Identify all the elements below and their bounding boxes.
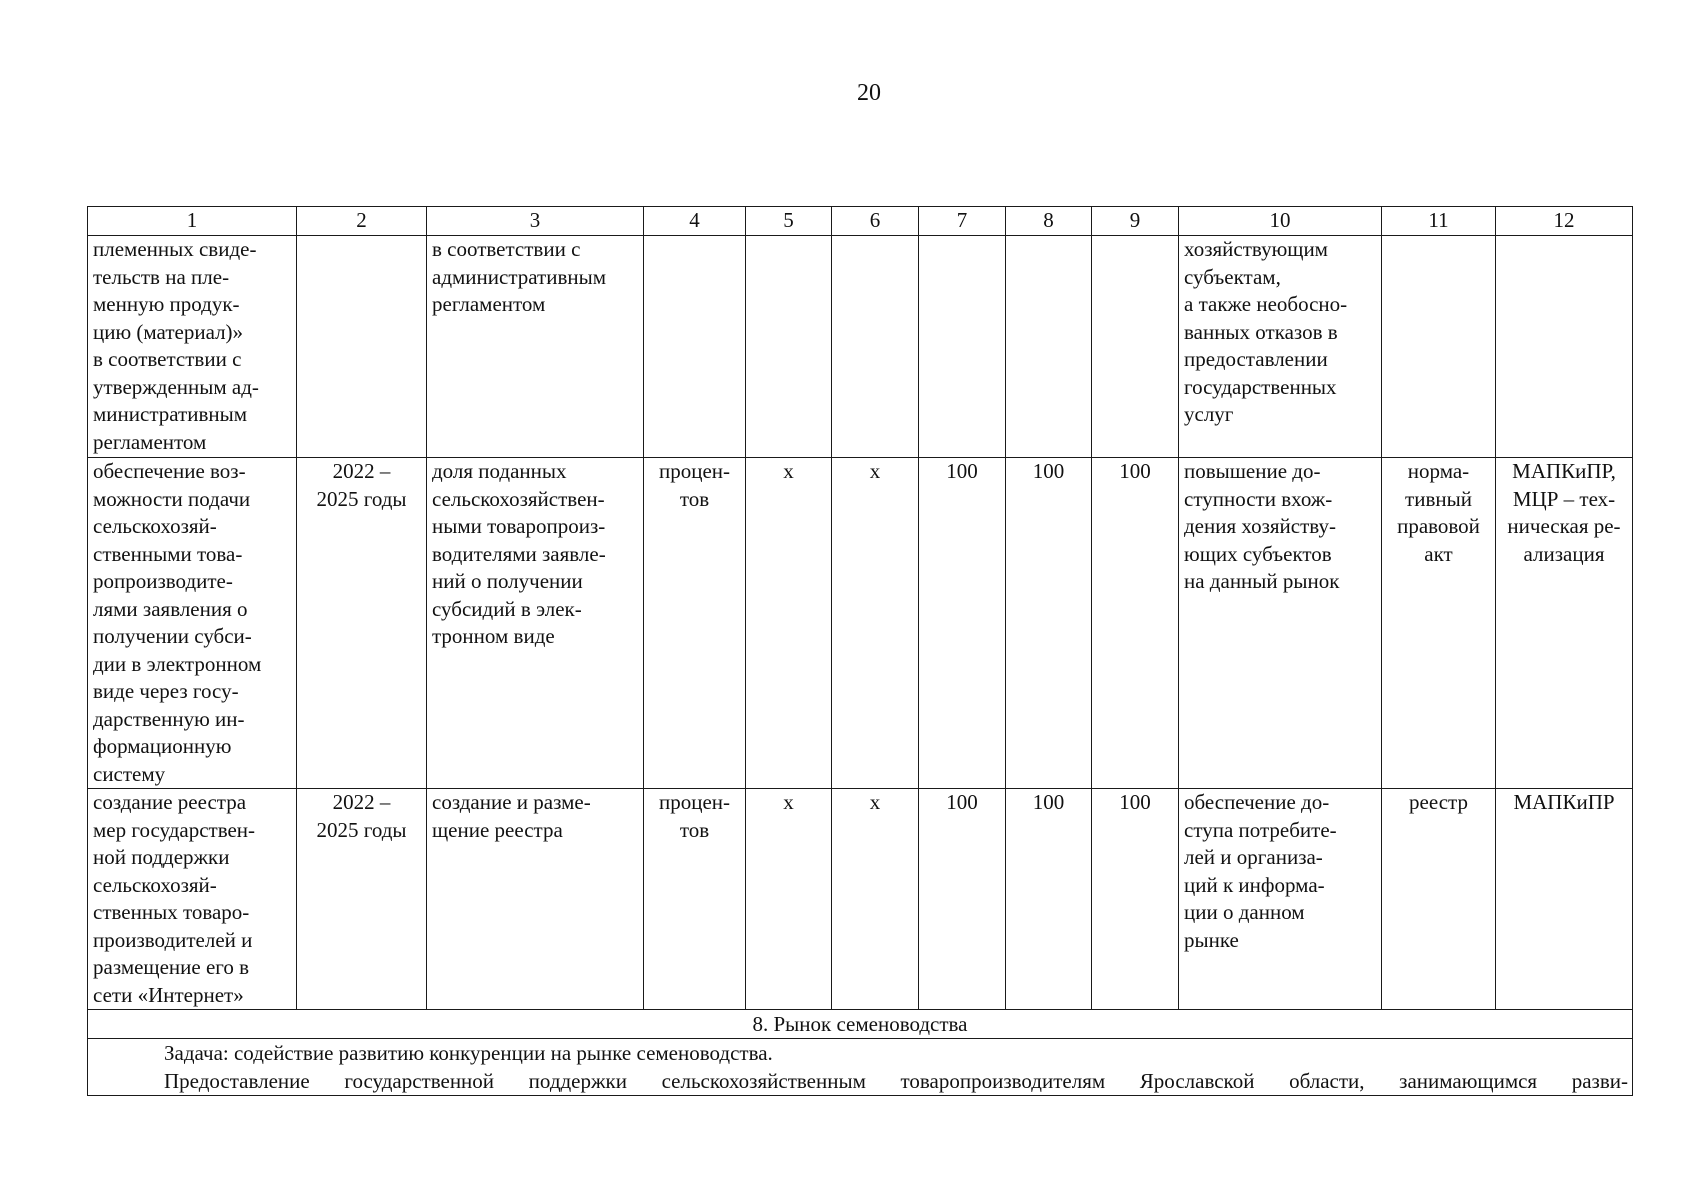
measure-name-cell: племенных свиде- тельств на пле- менную продук- цию (материал)» в соответствии с утвержденным ад- министративным регламентом: [88, 236, 297, 458]
unit-cell: [644, 236, 746, 458]
section-row: [88, 1010, 1633, 1039]
period-cell: 2022 – 2025 годы: [297, 458, 427, 789]
column-header: 10: [1179, 207, 1382, 236]
value-cell: [1092, 236, 1179, 458]
document-type-cell: норма- тивный правовой акт: [1382, 458, 1496, 789]
column-header: 2: [297, 207, 427, 236]
value-cell: х: [832, 789, 919, 1010]
column-header: 9: [1092, 207, 1179, 236]
unit-cell: процен- тов: [644, 789, 746, 1010]
table-row: [88, 789, 1633, 1010]
column-header: 12: [1496, 207, 1633, 236]
responsible-cell: [1496, 236, 1633, 458]
table-row: [88, 458, 1633, 789]
measure-name-cell: обеспечение воз- можности подачи сельскохозяй- ственными това- ропроизводите- лями заявления о получении субси- дии в электронном виде через госу- дарственную ин- формационную систему: [88, 458, 297, 789]
result-cell: повышение до- ступности вхож- дения хозяйству- ющих субъектов на данный рынок: [1179, 458, 1382, 789]
responsible-cell: МАПКиПР, МЦР – тех- ническая ре- ализация: [1496, 458, 1633, 789]
page-number: 20: [857, 80, 881, 106]
period-cell: [297, 236, 427, 458]
support-text: Предоставление государственной поддержки сельскохозяйственным товаропроизводителям Ярославской области, занимающимся разви-: [164, 1069, 1628, 1093]
column-header: 8: [1006, 207, 1092, 236]
value-cell: 100: [919, 789, 1006, 1010]
value-cell: [919, 236, 1006, 458]
value-cell: 100: [1092, 458, 1179, 789]
value-cell: х: [832, 458, 919, 789]
task-cell: [88, 1039, 1633, 1096]
value-cell: [1006, 236, 1092, 458]
value-cell: 100: [919, 458, 1006, 789]
value-cell: [746, 236, 832, 458]
section-title: 8. Рынок семеноводства: [88, 1010, 1633, 1039]
indicator-cell: в соответствии с административным регламентом: [427, 236, 644, 458]
column-header: 7: [919, 207, 1006, 236]
table-header-row: [88, 207, 1633, 236]
unit-cell: процен- тов: [644, 458, 746, 789]
task-text: Задача: содействие развитию конкуренции на рынке семеноводства.: [164, 1041, 773, 1065]
result-cell: хозяйствующим субъектам, а также необосно- ванных отказов в предоставлении государственных услуг: [1179, 236, 1382, 458]
column-header: 4: [644, 207, 746, 236]
value-cell: х: [746, 458, 832, 789]
document-type-cell: [1382, 236, 1496, 458]
value-cell: х: [746, 789, 832, 1010]
period-cell: 2022 – 2025 годы: [297, 789, 427, 1010]
value-cell: 100: [1092, 789, 1179, 1010]
column-header: 11: [1382, 207, 1496, 236]
table-row: [88, 236, 1633, 458]
column-header: 6: [832, 207, 919, 236]
measures-table: [87, 206, 1633, 1096]
measure-name-cell: создание реестра мер государствен- ной поддержки сельскохозяй- ственных товаро- производителей и размещение его в сети «Интернет»: [88, 789, 297, 1010]
value-cell: [832, 236, 919, 458]
responsible-cell: МАПКиПР: [1496, 789, 1633, 1010]
column-header: 5: [746, 207, 832, 236]
indicator-cell: доля поданных сельскохозяйствен- ными товаропроиз- водителями заявле- ний о получении субсидий в элек- тронном виде: [427, 458, 644, 789]
value-cell: 100: [1006, 458, 1092, 789]
result-cell: обеспечение до- ступа потребите- лей и организа- ций к информа- ции о данном рынке: [1179, 789, 1382, 1010]
column-header: 1: [88, 207, 297, 236]
column-header: 3: [427, 207, 644, 236]
indicator-cell: создание и разме- щение реестра: [427, 789, 644, 1010]
task-row: [88, 1039, 1633, 1096]
document-type-cell: реестр: [1382, 789, 1496, 1010]
value-cell: 100: [1006, 789, 1092, 1010]
